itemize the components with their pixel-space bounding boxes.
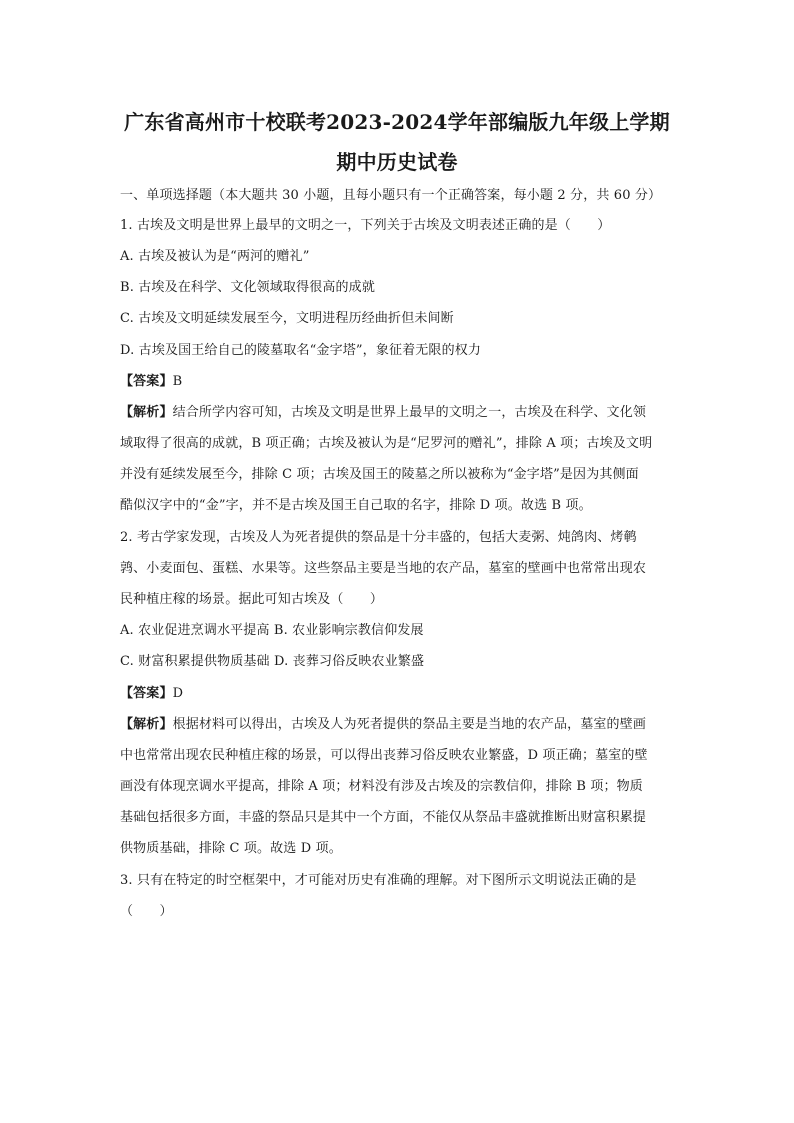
question-2-stem-line-3: 民种植庄稼的场景。据此可知古埃及（ ） xyxy=(120,592,384,607)
question-2-analysis-line-2: 中也常常出现农民种植庄稼的场景，可以得出丧葬习俗反映农业繁盛，D 项正确；墓室的壁 xyxy=(120,748,648,763)
answer-label: 【答案】 xyxy=(120,374,173,389)
answer-value: D xyxy=(172,686,184,701)
exam-title-line1: 广东省高州市十校联考2023-2024学年部编版九年级上学期 xyxy=(124,110,670,134)
question-2-stem-line-1: 2. 考古学家发现，古埃及人为死者提供的祭品是十分丰盛的，包括大麦粥、炖鸽肉、烤鹌 xyxy=(120,530,637,545)
answer-value: B xyxy=(172,374,183,389)
question-1-analysis-line-1 xyxy=(120,403,646,423)
question-2-answer xyxy=(120,684,183,704)
question-1-analysis-line-4: 酷似汉字中的“金”字，并不是古埃及国王自己取的名字，排除 D 项。故选 B 项。 xyxy=(120,498,592,513)
question-3-stem-line-1: 3. 只有在特定的时空框架中，才可能对历史有准确的理解。对下图所示文明说法正确的是 xyxy=(120,873,637,888)
question-2-analysis-line-1 xyxy=(120,715,646,735)
analysis-text: 结合所学内容可知，古埃及文明是世界上最早的文明之一，古埃及在科学、文化领 xyxy=(172,405,647,420)
exam-title-line2: 期中历史试卷 xyxy=(336,150,458,174)
question-1-stem: 1. 古埃及文明是世界上最早的文明之一，下列关于古埃及文明表述正确的是（ ） xyxy=(120,218,611,233)
question-2-stem-line-2: 鹑、小麦面包、蛋糕、水果等。这些祭品主要是当地的农产品，墓室的壁画中也常常出现农 xyxy=(120,561,647,576)
question-1-answer xyxy=(120,372,182,392)
question-2-analysis-line-3: 画没有体现烹调水平提高，排除 A 项；材料没有涉及古埃及的宗教信仰，排除 B 项；物质 xyxy=(120,779,643,794)
analysis-label: 【解析】 xyxy=(120,717,173,732)
question-2-options-line-2: C. 财富积累提供物质基础 D. 丧葬习俗反映农业繁盛 xyxy=(120,654,425,669)
question-2-analysis-line-5: 供物质基础，排除 C 项。故选 D 项。 xyxy=(120,841,342,856)
question-1-analysis-line-3: 并没有延续发展至今，排除 C 项；古埃及国王的陵墓之所以被称为“金字塔”是因为其侧面 xyxy=(120,467,639,482)
question-2-options-line-1: A. 农业促进烹调水平提高 B. 农业影响宗教信仰发展 xyxy=(120,623,424,638)
question-1-option-d: D. 古埃及国王给自己的陵墓取名“金字塔”，象征着无限的权力 xyxy=(120,343,482,358)
analysis-text: 根据材料可以得出，古埃及人为死者提供的祭品主要是当地的农产品，墓室的壁画 xyxy=(172,717,647,732)
question-2-analysis-line-4: 基础包括很多方面，丰盛的祭品只是其中一个方面，不能仅从祭品丰盛就推断出财富积累提 xyxy=(120,810,647,825)
section-heading: 一、单项选择题（本大题共 30 小题，且每小题只有一个正确答案，每小题 2 分，共 60 分） xyxy=(120,188,662,203)
analysis-label: 【解析】 xyxy=(120,405,173,420)
question-1-option-a: A. 古埃及被认为是“两河的赠礼” xyxy=(120,249,310,264)
question-1-option-b: B. 古埃及在科学、文化领域取得很高的成就 xyxy=(120,280,375,295)
question-1-option-c: C. 古埃及文明延续发展至今，文明进程历经曲折但未间断 xyxy=(120,311,454,326)
answer-label: 【答案】 xyxy=(120,686,173,701)
question-1-analysis-line-2: 域取得了很高的成就，B 项正确；古埃及被认为是“尼罗河的赠礼”，排除 A 项；古埃及文明 xyxy=(120,436,653,451)
question-3-stem-line-2: （ ） xyxy=(120,904,173,919)
